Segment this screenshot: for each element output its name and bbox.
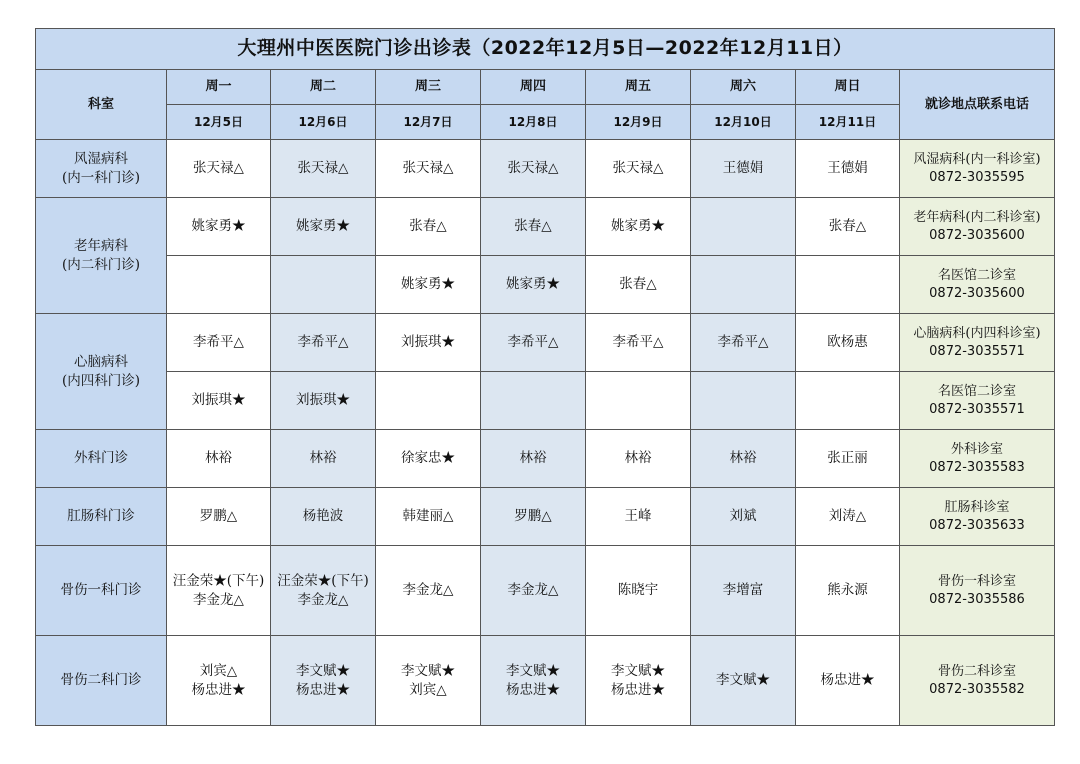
phone-number: 0872-3035571 — [929, 401, 1025, 417]
clinic-room: 骨伤二科诊室 — [937, 663, 1016, 679]
doctor-cell — [586, 314, 691, 372]
date-header: 12月6日 — [271, 105, 376, 140]
weekday-header: 周二 — [271, 70, 376, 105]
doctor-name: 李金龙△ — [193, 591, 244, 608]
doctor-name: 汪金荣★(下午) — [277, 573, 369, 590]
doctor-name: 李增富 — [722, 582, 764, 599]
department-name-line: (内四科门诊) — [61, 372, 141, 389]
doctor-name: 李希平△ — [297, 334, 349, 351]
doctor-name: 杨忠进★ — [611, 681, 665, 698]
doctor-cell — [586, 372, 691, 430]
doctor-cell — [167, 430, 271, 488]
department-name-line: 外科门诊 — [74, 450, 128, 467]
doctor-cell — [376, 140, 481, 198]
weekday-header: 周五 — [586, 70, 691, 105]
doctor-cell — [586, 546, 691, 636]
doctor-cell — [376, 198, 481, 256]
department-name-line: 风湿病科 — [74, 151, 128, 168]
doctor-cell — [481, 372, 586, 430]
schedule-row — [36, 140, 1055, 198]
doctor-name: 李文赋★ — [296, 663, 350, 680]
doctor-name: 刘振琪★ — [191, 392, 246, 409]
department-name-line: 老年病科 — [74, 238, 128, 255]
phone-number: 0872-3035586 — [929, 591, 1025, 607]
department-name-line: 骨伤一科门诊 — [60, 582, 142, 599]
doctor-name: 张天禄△ — [612, 160, 664, 177]
schedule-table — [35, 28, 1055, 726]
doctor-name: 韩建丽△ — [402, 508, 454, 525]
location-cell — [900, 198, 1055, 256]
location-cell — [900, 636, 1055, 726]
doctor-name: 杨忠进★ — [296, 681, 350, 698]
doctor-name: 李文赋★ — [611, 663, 665, 680]
doctor-name: 林裕 — [519, 450, 547, 467]
schedule-row — [36, 314, 1055, 372]
doctor-name: 王峰 — [624, 508, 652, 525]
department-name-line: 肛肠科门诊 — [67, 508, 135, 525]
department-name-line: (内一科门诊) — [61, 169, 141, 186]
doctor-cell — [481, 636, 586, 726]
doctor-cell — [691, 546, 796, 636]
doctor-cell — [376, 314, 481, 372]
doctor-cell — [691, 198, 796, 256]
doctor-cell — [796, 314, 900, 372]
department-cell — [36, 140, 167, 198]
doctor-name: 刘斌 — [729, 508, 757, 525]
doctor-name: 李文赋★ — [506, 663, 560, 680]
doctor-name: 姚家勇★ — [401, 276, 455, 293]
doctor-cell — [167, 488, 271, 546]
doctor-cell — [167, 546, 271, 636]
doctor-cell — [481, 198, 586, 256]
doctor-cell — [167, 198, 271, 256]
doctor-cell — [586, 140, 691, 198]
doctor-cell — [796, 198, 900, 256]
doctor-cell — [586, 488, 691, 546]
doctor-cell — [271, 140, 376, 198]
weekday-header: 周三 — [376, 70, 481, 105]
doctor-cell — [376, 256, 481, 314]
doctor-cell — [586, 636, 691, 726]
doctor-name: 林裕 — [205, 450, 232, 467]
clinic-room: 名医馆二诊室 — [937, 267, 1016, 283]
doctor-cell — [691, 256, 796, 314]
schedule-row — [36, 488, 1055, 546]
doctor-name: 杨忠进★ — [506, 681, 560, 698]
doctor-name: 张春△ — [514, 218, 552, 235]
doctor-name: 张正丽 — [827, 450, 868, 467]
doctor-name: 罗鹏△ — [199, 508, 238, 525]
doctor-cell — [586, 430, 691, 488]
weekday-header: 周一 — [167, 70, 271, 105]
schedule-row — [36, 198, 1055, 256]
date-header: 12月9日 — [586, 105, 691, 140]
weekday-header: 周四 — [481, 70, 586, 105]
clinic-room: 老年病科(内二科诊室) — [913, 209, 1041, 225]
clinic-room: 外科诊室 — [950, 441, 1003, 457]
clinic-room: 风湿病科(内一科诊室) — [913, 151, 1041, 167]
doctor-name: 熊永源 — [827, 582, 868, 599]
doctor-name: 欧杨惠 — [827, 334, 868, 351]
location-cell — [900, 546, 1055, 636]
doctor-name: 杨艳波 — [302, 508, 344, 525]
doctor-name: 罗鹏△ — [514, 508, 552, 525]
doctor-name: 姚家勇★ — [506, 276, 560, 293]
doctor-name: 李文赋★ — [716, 672, 770, 689]
doctor-name: 林裕 — [309, 450, 337, 467]
phone-number: 0872-3035595 — [929, 169, 1025, 185]
doctor-cell — [691, 430, 796, 488]
doctor-name: 姚家勇★ — [191, 218, 246, 235]
doctor-cell — [167, 636, 271, 726]
department-cell — [36, 314, 167, 430]
doctor-cell — [691, 488, 796, 546]
doctor-cell — [481, 314, 586, 372]
doctor-name: 汪金荣★(下午) — [172, 573, 265, 590]
doctor-cell — [691, 636, 796, 726]
doctor-cell — [691, 372, 796, 430]
doctor-cell — [796, 546, 900, 636]
doctor-name: 张天禄△ — [193, 160, 244, 177]
doctor-name: 徐家忠★ — [401, 450, 455, 467]
doctor-cell — [376, 430, 481, 488]
dept-column-header: 科室 — [36, 70, 167, 140]
doctor-name: 张天禄△ — [297, 160, 349, 177]
doctor-cell — [481, 256, 586, 314]
doctor-name: 陈晓宇 — [617, 582, 659, 599]
doctor-cell — [481, 488, 586, 546]
doctor-cell — [376, 372, 481, 430]
weekday-header-row — [36, 70, 1055, 105]
clinic-room: 名医馆二诊室 — [937, 383, 1016, 399]
schedule-row — [36, 430, 1055, 488]
doctor-name: 姚家勇★ — [296, 218, 350, 235]
location-cell — [900, 140, 1055, 198]
doctor-cell — [691, 140, 796, 198]
clinic-room: 骨伤一科诊室 — [937, 573, 1016, 589]
doctor-cell — [586, 256, 691, 314]
doctor-name: 李金龙△ — [402, 582, 454, 599]
department-name-line: 骨伤二科门诊 — [60, 672, 142, 689]
doctor-name: 刘宾△ — [409, 681, 447, 698]
department-cell — [36, 430, 167, 488]
doctor-cell — [481, 140, 586, 198]
doctor-name: 王德娟 — [827, 160, 868, 177]
department-cell — [36, 546, 167, 636]
phone-number: 0872-3035600 — [929, 285, 1025, 301]
doctor-name: 张春△ — [619, 276, 657, 293]
date-header: 12月10日 — [691, 105, 796, 140]
doctor-name: 李希平△ — [507, 334, 559, 351]
phone-number: 0872-3035633 — [929, 517, 1025, 533]
department-name-line: (内二科门诊) — [61, 256, 141, 273]
schedule-row — [36, 372, 1055, 430]
doctor-cell — [796, 488, 900, 546]
location-cell — [900, 372, 1055, 430]
phone-number: 0872-3035583 — [929, 459, 1025, 475]
doctor-cell — [271, 488, 376, 546]
clinic-room: 肛肠科诊室 — [944, 499, 1010, 515]
doctor-name: 姚家勇★ — [611, 218, 665, 235]
doctor-cell — [481, 430, 586, 488]
doctor-cell — [376, 546, 481, 636]
doctor-name: 李希平△ — [193, 334, 244, 351]
doctor-name: 李金龙△ — [507, 582, 559, 599]
doctor-cell — [271, 256, 376, 314]
doctor-name: 张天禄△ — [507, 160, 559, 177]
doctor-name: 林裕 — [729, 450, 757, 467]
doctor-name: 刘振琪★ — [296, 392, 350, 409]
doctor-cell — [271, 198, 376, 256]
department-name-line: 心脑病科 — [74, 354, 128, 371]
doctor-name: 林裕 — [624, 450, 652, 467]
doctor-cell — [376, 488, 481, 546]
doctor-cell — [796, 636, 900, 726]
doctor-name: 张春△ — [828, 218, 867, 235]
doctor-cell — [586, 198, 691, 256]
doctor-cell — [271, 372, 376, 430]
doctor-cell — [271, 546, 376, 636]
date-header: 12月7日 — [376, 105, 481, 140]
clinic-room: 心脑病科(内四科诊室) — [913, 325, 1041, 341]
doctor-cell — [796, 372, 900, 430]
doctor-cell — [796, 140, 900, 198]
doctor-name: 李金龙△ — [297, 591, 349, 608]
phone-number: 0872-3035582 — [929, 681, 1025, 697]
doctor-name: 李希平△ — [717, 334, 769, 351]
weekday-header: 周六 — [691, 70, 796, 105]
doctor-cell — [271, 430, 376, 488]
doctor-name: 李文赋★ — [401, 663, 455, 680]
date-header: 12月5日 — [167, 105, 271, 140]
doctor-name: 杨忠进★ — [191, 681, 246, 698]
doctor-name: 张春△ — [409, 218, 447, 235]
doctor-cell — [167, 140, 271, 198]
location-cell — [900, 430, 1055, 488]
doctor-name: 刘涛△ — [828, 508, 867, 525]
schedule-row — [36, 256, 1055, 314]
location-cell — [900, 314, 1055, 372]
doctor-cell — [796, 430, 900, 488]
schedule-row — [36, 636, 1055, 726]
phone-number: 0872-3035571 — [929, 343, 1025, 359]
department-cell — [36, 636, 167, 726]
department-cell — [36, 488, 167, 546]
doctor-cell — [796, 256, 900, 314]
doctor-name: 李希平△ — [612, 334, 664, 351]
doctor-name: 杨忠进★ — [820, 672, 875, 689]
schedule-row — [36, 546, 1055, 636]
location-cell — [900, 488, 1055, 546]
location-column-header: 就诊地点联系电话 — [900, 70, 1055, 140]
date-header: 12月8日 — [481, 105, 586, 140]
doctor-name: 张天禄△ — [402, 160, 454, 177]
doctor-cell — [167, 256, 271, 314]
doctor-cell — [167, 372, 271, 430]
doctor-cell — [691, 314, 796, 372]
doctor-cell — [271, 314, 376, 372]
doctor-cell — [481, 546, 586, 636]
doctor-name: 王德娟 — [722, 160, 764, 177]
doctor-cell — [167, 314, 271, 372]
page-title: 大理州中医医院门诊出诊表（2022年12月5日—2022年12月11日） — [36, 29, 1055, 70]
department-cell — [36, 198, 167, 314]
doctor-name: 刘宾△ — [199, 663, 238, 680]
doctor-cell — [376, 636, 481, 726]
doctor-cell — [271, 636, 376, 726]
date-header: 12月11日 — [796, 105, 900, 140]
weekday-header: 周日 — [796, 70, 900, 105]
doctor-name: 刘振琪★ — [401, 334, 455, 351]
phone-number: 0872-3035600 — [929, 227, 1025, 243]
location-cell — [900, 256, 1055, 314]
